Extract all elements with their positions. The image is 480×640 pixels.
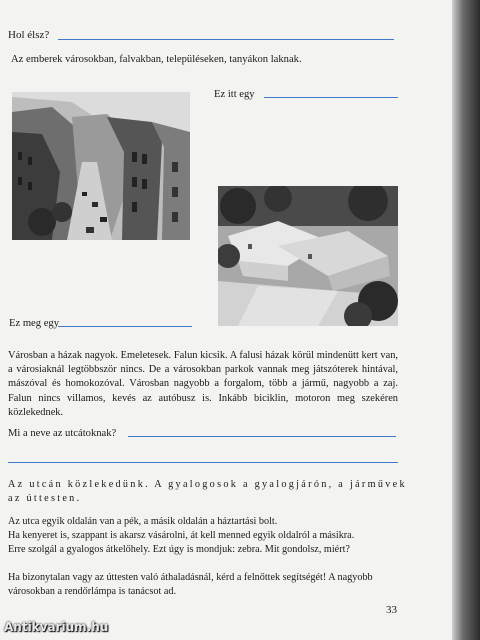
heading-question: Hol élsz? xyxy=(8,29,50,41)
book-spine-edge xyxy=(452,0,480,640)
city-photo xyxy=(12,92,190,240)
answer-line-street xyxy=(128,436,396,437)
watermark: Antikvarium.hu xyxy=(4,620,109,634)
traffic-p2-line-1: Az utca egyik oldalán van a pék, a másik oldalán a háztartási bolt. xyxy=(8,516,278,527)
traffic-p3 xyxy=(8,571,400,599)
paragraph-city-village-text: Városban a házak nagyok. Emeletesek. Falun kicsik. A falusi házak körül mindenütt kert van, a városiaknál legtöbbször nincs. De a városokban parkok vannak meg játszóterek hintával, mászóval és homokozóval. Városban nagyobb a forgalom, több a jármű, nagyobb a zaj. Falun nincs villamos, kevés az autóbusz is. Inkább biciklin, motoron meg szekéren közlekednek. xyxy=(8,350,398,418)
paragraph-city-village xyxy=(8,349,398,420)
traffic-p2-line-3: Erre szolgál a gyalogos átkelőhely. Ezt úgy is mondjuk: zebra. Mit gondolsz, miért? xyxy=(8,544,350,555)
answer-line-city xyxy=(58,326,192,327)
traffic-line-2: az úttesten. xyxy=(8,493,82,504)
village-photo xyxy=(218,186,398,326)
page-number: 33 xyxy=(386,604,397,616)
street-question: Mi a neve az utcátoknak? xyxy=(8,428,117,439)
traffic-line-1: Az utcán közlekedünk. A gyalogosok a gyalogjárón, a járművek xyxy=(8,479,407,490)
caption-city: Ez meg egy xyxy=(9,318,60,329)
traffic-p2-line-2: Ha kenyeret is, szappant is akarsz vásárolni, át kell menned egyik oldalról a másikra. xyxy=(8,530,355,541)
traffic-p3-text: Ha bizonytalan vagy az úttesten való áthaladásnál, kérd a felnőttek segítségét! A nagyobb városokban a rendőrlámpa is tanácsot ad. xyxy=(8,572,373,598)
answer-line-home xyxy=(58,39,394,40)
section-divider-line xyxy=(8,462,398,463)
caption-village: Ez itt egy xyxy=(214,89,255,100)
answer-line-village xyxy=(264,97,398,98)
intro-text: Az emberek városokban, falvakban, településeken, tanyákon laknak. xyxy=(11,54,302,65)
